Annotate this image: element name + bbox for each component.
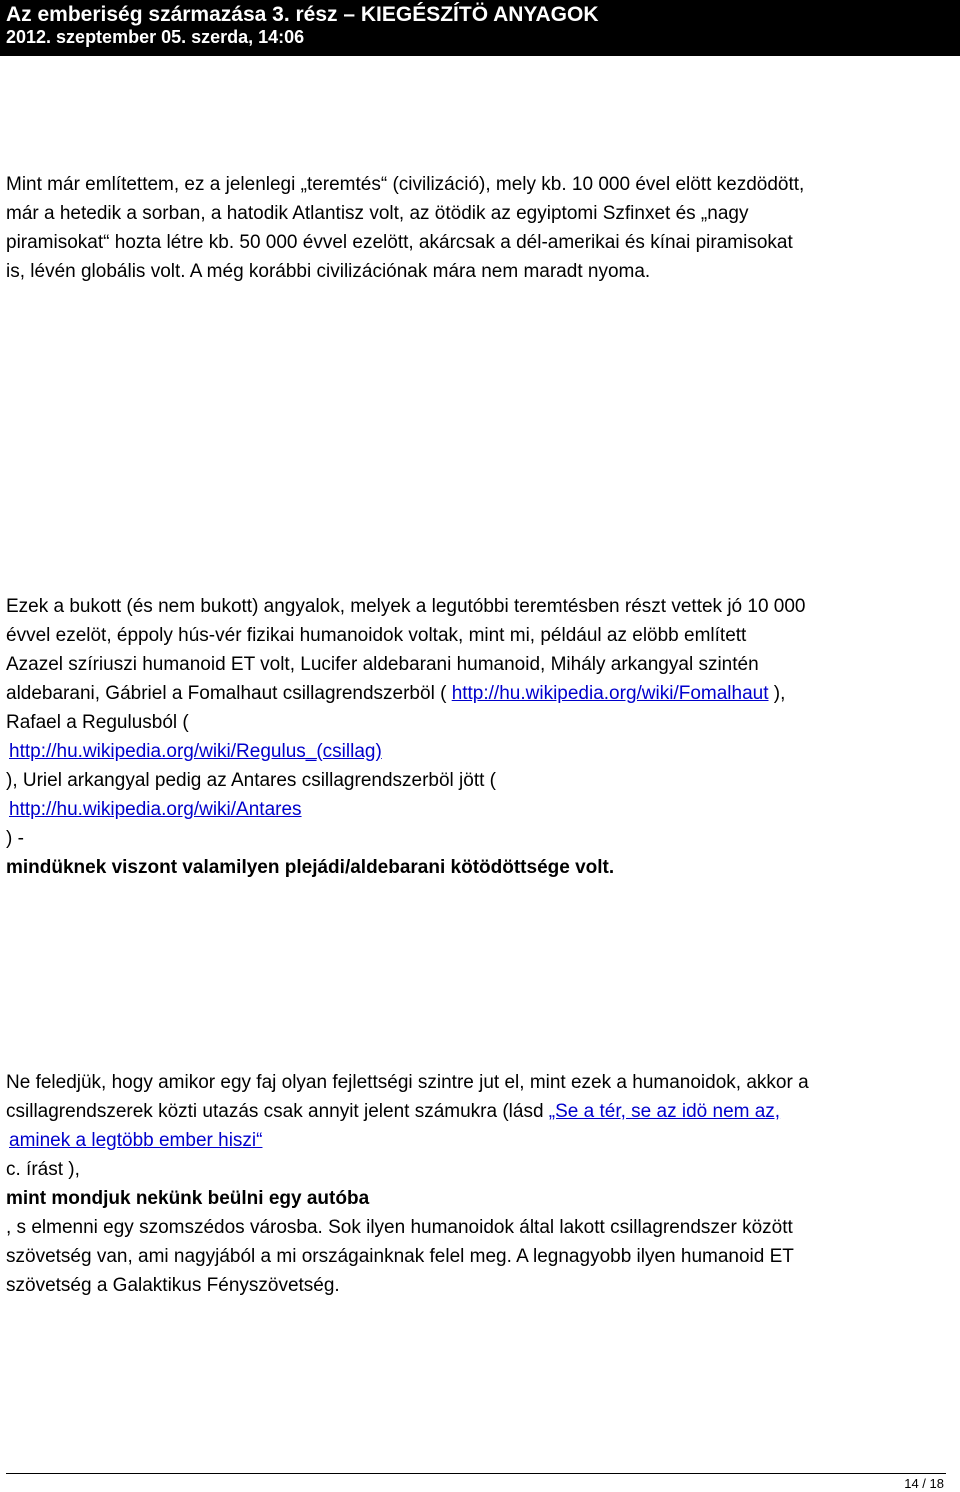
paragraph-line: évvel ezelöt, éppoly hús-vér fizikai humanoidok voltak, mint mi, például az elöbb említett: [6, 625, 747, 646]
paragraph-line: szövetség a Galaktikus Fényszövetség.: [6, 1275, 340, 1296]
paragraph-line: , s elmenni egy szomszédos városba. Sok ilyen humanoidok által lakott csillagrendszer között: [6, 1217, 793, 1238]
paragraph-1: [6, 170, 956, 286]
paragraph-line: Rafael a Regulusból (: [6, 712, 189, 733]
paragraph-line: [6, 1126, 956, 1155]
fomalhaut-link[interactable]: http://hu.wikipedia.org/wiki/Fomalhaut: [451, 683, 769, 704]
paragraph-text: csillagrendszerek közti utazás csak annyit jelent számukra (lásd: [6, 1101, 549, 1122]
paragraph-line: [6, 737, 956, 766]
paragraph-line: is, lévén globális volt. A még korábbi civilizációnak mára nem maradt nyoma.: [6, 261, 651, 282]
paragraph-line: ) -: [6, 828, 24, 849]
paragraph-line: Ezek a bukott (és nem bukott) angyalok, melyek a legutóbbi teremtésben részt vettek jó 10 000: [6, 596, 806, 617]
paragraph-text: ),: [768, 683, 786, 704]
article-link-continued[interactable]: aminek a legtöbb ember hiszi“: [9, 1130, 263, 1151]
paragraph-line: Mint már említettem, ez a jelenlegi „teremtés“ (civilizáció), mely kb. 10 000 ével elött kezdödött,: [6, 174, 805, 195]
paragraph-text: aldebarani, Gábriel a Fomalhaut csillagrendszerböl (: [6, 683, 452, 704]
paragraph-line: [6, 795, 956, 824]
antares-link[interactable]: http://hu.wikipedia.org/wiki/Antares: [9, 799, 302, 820]
paragraph-line: [6, 1097, 956, 1126]
paragraph-line: Azazel szíriuszi humanoid ET volt, Lucifer aldebarani humanoid, Mihály arkangyal szintén: [6, 654, 759, 675]
paragraph-2: [6, 592, 956, 882]
footer-divider: [6, 1473, 946, 1474]
article-title: Az emberiség származása 3. rész – KIEGÉSZÍTÖ ANYAGOK: [6, 3, 599, 26]
paragraph-line: c. írást ),: [6, 1159, 80, 1180]
paragraph-line: ), Uriel arkangyal pedig az Antares csillagrendszerböl jött (: [6, 770, 497, 791]
paragraph-line: Ne feledjük, hogy amikor egy faj olyan fejlettségi szintre jut el, mint ezek a humanoidok, akkor a: [6, 1072, 809, 1093]
paragraph-3: [6, 1068, 956, 1300]
paragraph-line: piramisokat“ hozta létre kb. 50 000 évvel ezelött, akárcsak a dél-amerikai és kínai piramisokat: [6, 232, 793, 253]
paragraph-line: szövetség van, ami nagyjából a mi országainknak felel meg. A legnagyobb ilyen humanoid ET: [6, 1246, 794, 1267]
article-header: [0, 0, 960, 56]
article-date: 2012. szeptember 05. szerda, 14:06: [6, 27, 305, 47]
bold-statement: mindüknek viszont valamilyen plejádi/aldebarani kötödöttsége volt.: [6, 857, 615, 878]
article-link[interactable]: „Se a tér, se az idö nem az,: [548, 1101, 781, 1122]
bold-statement: mint mondjuk nekünk beülni egy autóba: [6, 1188, 370, 1209]
page-number: 14 / 18: [904, 1476, 944, 1491]
regulus-link[interactable]: http://hu.wikipedia.org/wiki/Regulus_(csillag): [9, 741, 382, 762]
paragraph-line: [6, 679, 956, 708]
paragraph-line: már a hetedik a sorban, a hatodik Atlantisz volt, az ötödik az egyiptomi Szfinxet és „nagy: [6, 203, 749, 224]
